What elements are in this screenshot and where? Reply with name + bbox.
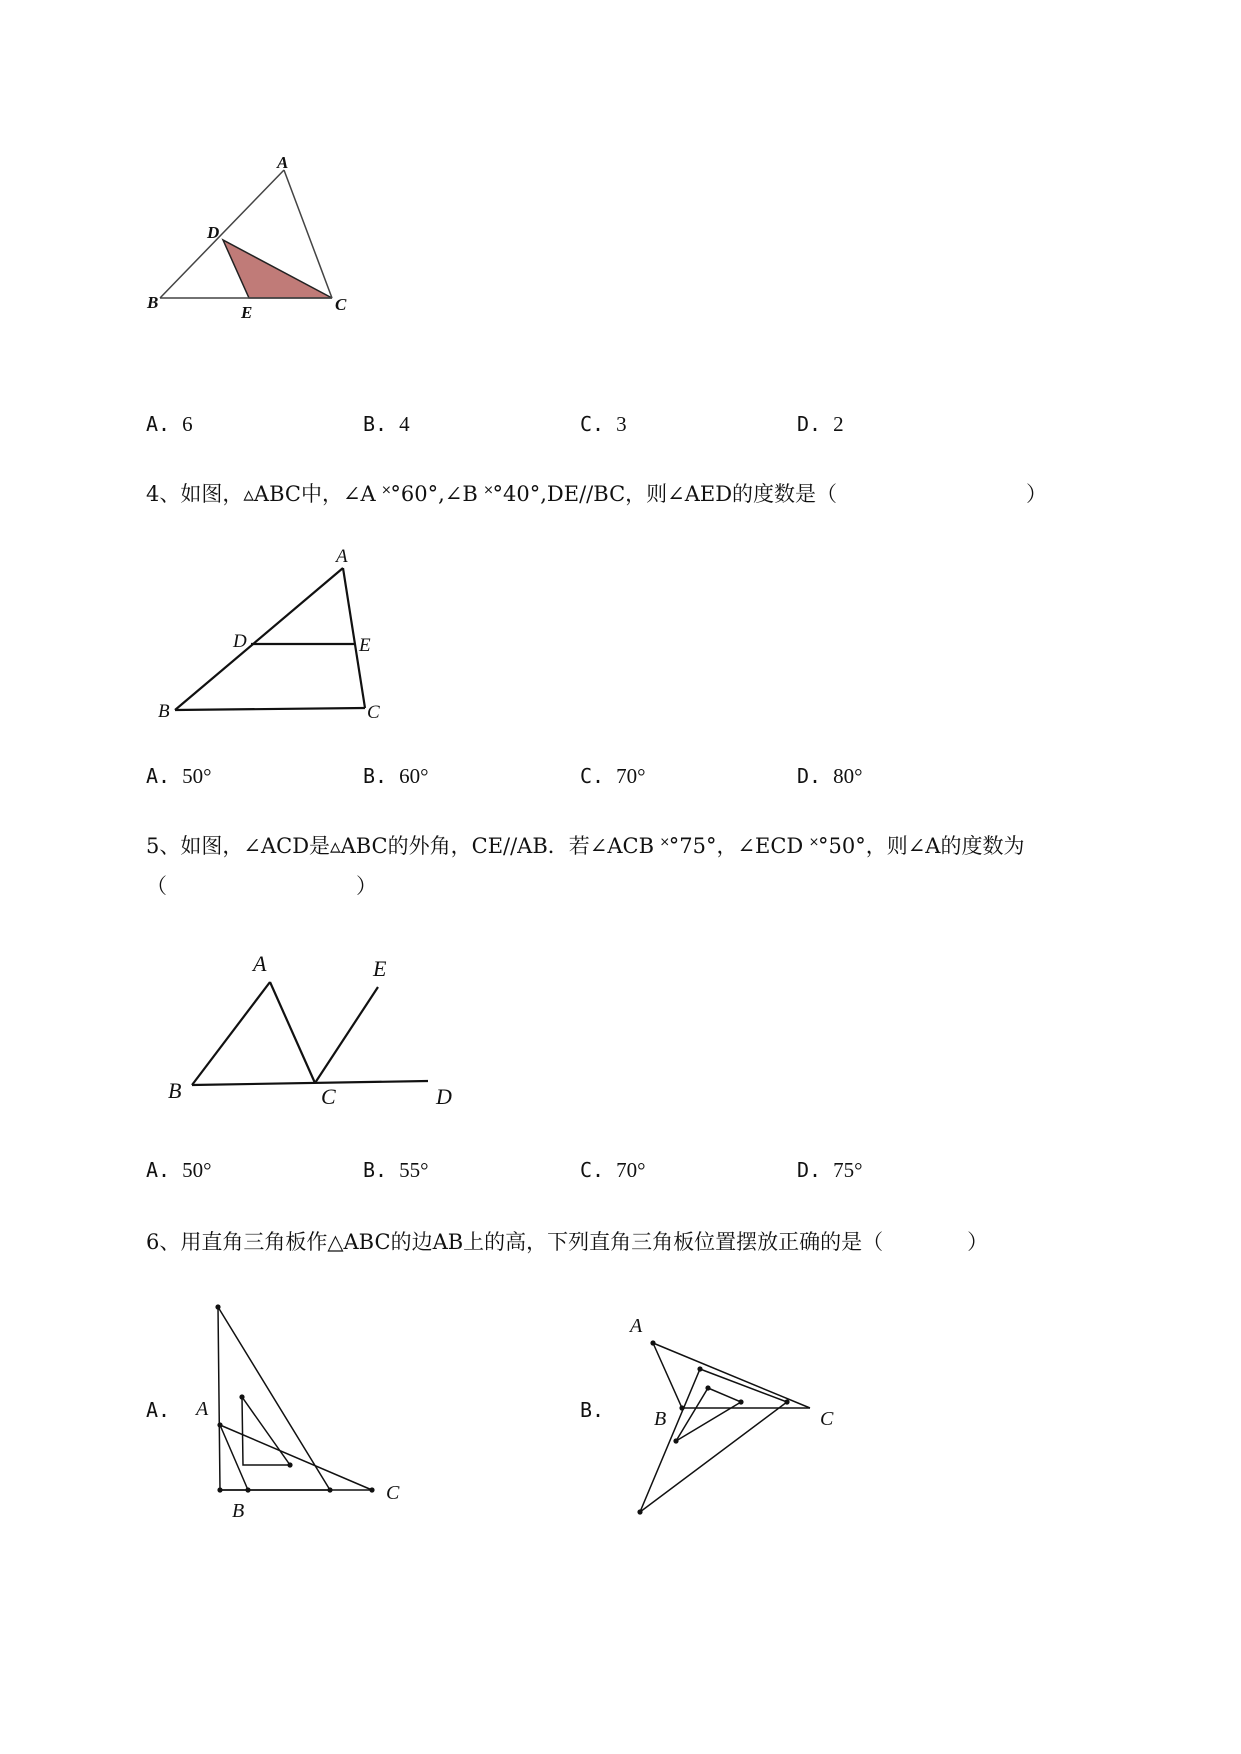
q4-option-c[interactable]: C. 70° xyxy=(580,764,646,788)
q3-label-d: D xyxy=(207,223,220,242)
q3-label-e: E xyxy=(241,303,253,322)
q3-option-b[interactable]: B. 4 xyxy=(363,412,410,436)
q3-option-d[interactable]: D. 2 xyxy=(797,412,844,436)
q4-label-b: B xyxy=(158,701,170,722)
q6b-label-c: C xyxy=(820,1408,834,1430)
q5-label-b: B xyxy=(168,1078,182,1103)
q5-option-a[interactable]: A. 50° xyxy=(146,1158,212,1182)
q4-option-d[interactable]: D. 80° xyxy=(797,764,863,788)
q6-choice-b-letter[interactable]: B. xyxy=(580,1398,605,1422)
q5-label-d: D xyxy=(436,1084,452,1109)
q3-option-c[interactable]: C. 3 xyxy=(580,412,627,436)
q4-figure xyxy=(150,540,410,730)
q5-label-e: E xyxy=(373,956,387,981)
q4-option-b[interactable]: B. 60° xyxy=(363,764,429,788)
q4-option-a[interactable]: A. 50° xyxy=(146,764,212,788)
q4-stem: 4、如图，▵ABC中，∠A ˟°60°,∠B ˟°40°,DE//BC，则∠AED的度数是（ ） xyxy=(146,482,1048,506)
q6-choice-a-figure xyxy=(190,1285,420,1525)
q4-label-d: D xyxy=(233,631,247,652)
q6-choice-a-letter[interactable]: A. xyxy=(146,1398,171,1422)
q6a-label-c: C xyxy=(386,1482,400,1504)
q5-label-a: A xyxy=(253,951,267,976)
q3-figure xyxy=(147,153,410,360)
q6-choice-b-figure xyxy=(620,1305,860,1525)
q5-label-c: C xyxy=(321,1084,336,1109)
q6a-label-a: A xyxy=(196,1398,209,1420)
q5-stem-line1: 5、如图，∠ACD是▵ABC的外角，CE//AB．若∠ACB ˟°75°，∠ECD ˟°50°，则∠A的度数为 xyxy=(146,834,1025,858)
q3-label-a: A xyxy=(277,153,289,172)
q6b-label-a: A xyxy=(630,1315,643,1337)
q4-label-c: C xyxy=(367,702,380,723)
q5-option-c[interactable]: C. 70° xyxy=(580,1158,646,1182)
q5-figure xyxy=(160,940,480,1120)
q6b-label-b: B xyxy=(654,1408,667,1430)
q3-label-b: B xyxy=(147,293,159,312)
q6-stem: 6、用直角三角板作△ABC的边AB上的高，下列直角三角板位置摆放正确的是（ ） xyxy=(146,1230,989,1254)
q5-stem-line2: （ ） xyxy=(146,874,377,898)
q4-label-e: E xyxy=(359,635,371,656)
q3-option-a[interactable]: A. 6 xyxy=(146,412,193,436)
q3-label-c: C xyxy=(335,295,347,314)
q5-option-b[interactable]: B. 55° xyxy=(363,1158,429,1182)
q3-shaded-triangle xyxy=(223,240,332,298)
q4-label-a: A xyxy=(336,546,348,567)
q5-option-d[interactable]: D. 75° xyxy=(797,1158,863,1182)
q6a-label-b: B xyxy=(232,1500,245,1522)
